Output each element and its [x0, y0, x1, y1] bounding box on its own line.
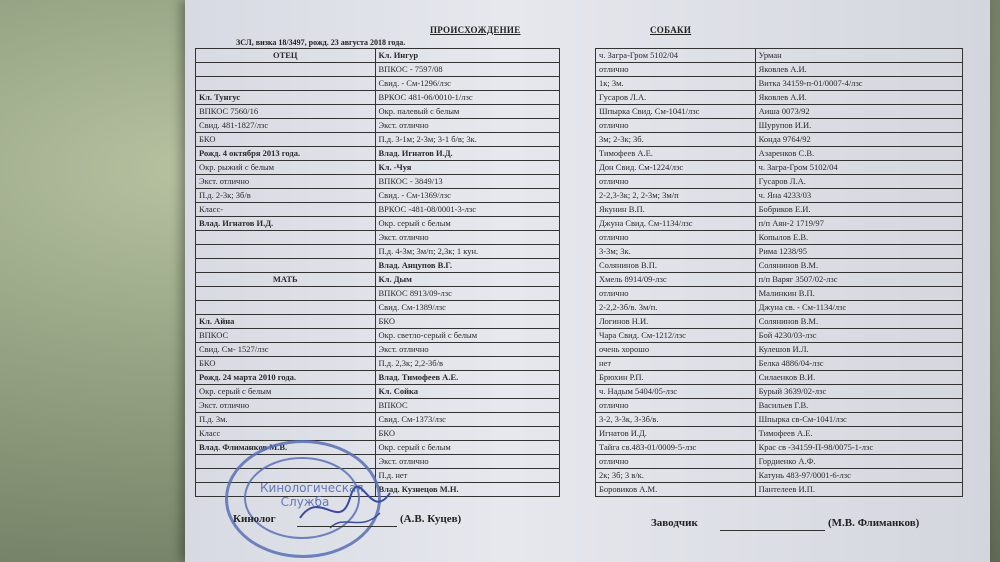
table-cell: БКО: [375, 427, 559, 441]
table-cell: Кл. Айна: [196, 315, 376, 329]
table-cell: ч. Яна 4233/03: [755, 189, 962, 203]
table-cell: П.д. 3м.: [196, 413, 376, 427]
table-cell: Влад. Флиманков М.В.: [196, 441, 376, 455]
table-row: [196, 133, 560, 147]
table-cell: Малинкин В.П.: [755, 287, 962, 301]
table-row: [196, 441, 560, 455]
table-cell: Свид. 481-1827/лзс: [196, 119, 376, 133]
table-row: [196, 203, 560, 217]
table-cell: Экст. отлично: [375, 231, 559, 245]
table-cell: Экст. отлично: [375, 119, 559, 133]
table-cell: Чара Свид. См-1212/лзс: [596, 329, 756, 343]
table-cell: ч. Надым 5404/05-лзс: [596, 385, 756, 399]
table-row: [596, 413, 963, 427]
pedigree-document: [185, 0, 990, 562]
table-row: [596, 469, 963, 483]
table-cell: Свид. - См-1369/лзс: [375, 189, 559, 203]
table-row: [596, 105, 963, 119]
table-row: [596, 273, 963, 287]
table-cell: Азаренков С.В.: [755, 147, 962, 161]
table-row: [596, 217, 963, 231]
table-cell: Белка 4886/04-лзс: [755, 357, 962, 371]
table-cell: ВПКОС 8913/09-лзс: [375, 287, 559, 301]
table-cell: [196, 77, 376, 91]
table-cell: Экст. отлично: [196, 399, 376, 413]
table-row: [196, 315, 560, 329]
table-cell: Логинов Н.И.: [596, 315, 756, 329]
table-cell: Окр. светло-серый с белым: [375, 329, 559, 343]
table-cell: Бурый 3639/02-лзс: [755, 385, 962, 399]
table-cell: Окр. палевый с белым: [375, 105, 559, 119]
table-cell: 2к; 3б; 3 в/к.: [596, 469, 756, 483]
table-row: [596, 189, 963, 203]
table-cell: Свид. - См-1296/лзс: [375, 77, 559, 91]
table-cell: БКО: [196, 357, 376, 371]
table-cell: ч. Загра-Гром 5102/04: [755, 161, 962, 175]
table-cell: Крас св -34159-П-98/0075-1-лзс: [755, 441, 962, 455]
table-row: [196, 343, 560, 357]
table-cell: Якунин В.П.: [596, 203, 756, 217]
stamp-line-2: Служба: [280, 495, 330, 509]
stamp-line-1: Кинологическая: [260, 481, 364, 495]
table-cell: Экст. отлично: [375, 455, 559, 469]
table-cell: ВПКОС 7560/16: [196, 105, 376, 119]
table-cell: Кл. Дым: [375, 273, 559, 287]
table-cell: ВПКОС: [375, 399, 559, 413]
table-cell: Влад. Кузнецов М.Н.: [375, 483, 559, 497]
table-cell: Аиша 0073/92: [755, 105, 962, 119]
table-cell: Витка 34159-п-01/0007-4/лзс: [755, 77, 962, 91]
table-cell: Катунь 483-97/0001-6-лзс: [755, 469, 962, 483]
table-cell: [196, 259, 376, 273]
table-cell: ВПКОС - 7597/08: [375, 63, 559, 77]
table-cell: П.д. 2-3к; 3б/в: [196, 189, 376, 203]
table-cell: Свид. См- 1527/лзс: [196, 343, 376, 357]
breeder-name: (М.В. Флиманков): [828, 517, 920, 529]
table-cell: Окр. серый с белым: [375, 217, 559, 231]
title-origin: ПРОИСХОЖДЕНИЕ: [430, 25, 521, 35]
table-cell: Яковлев А.И.: [755, 91, 962, 105]
table-row: [596, 315, 963, 329]
table-row: [196, 427, 560, 441]
table-cell: [196, 245, 376, 259]
table-row: [596, 133, 963, 147]
table-row: [196, 63, 560, 77]
table-row: [596, 161, 963, 175]
table-cell: [196, 287, 376, 301]
table-cell: Класс: [196, 427, 376, 441]
table-cell: Игнатов И.Д.: [596, 427, 756, 441]
table-row: [596, 287, 963, 301]
table-row: [596, 63, 963, 77]
table-cell: отлично: [596, 287, 756, 301]
table-cell: Дон Свид. См-1224/лзс: [596, 161, 756, 175]
table-row: [596, 49, 963, 63]
table-cell: отлично: [596, 119, 756, 133]
table-row: [596, 329, 963, 343]
table-cell: Силаенков В.И.: [755, 371, 962, 385]
table-cell: ВПКОС: [196, 329, 376, 343]
table-cell: отлично: [596, 175, 756, 189]
table-cell: Влад. Тимофеев А.Е.: [375, 371, 559, 385]
table-row: [196, 175, 560, 189]
table-row: [596, 427, 963, 441]
table-row: [196, 413, 560, 427]
table-cell: Кл. Тунгус: [196, 91, 376, 105]
table-row: [596, 203, 963, 217]
table-cell: 3-3м; 3к.: [596, 245, 756, 259]
table-cell: ВРКОС 481-06/0010-1/лзс: [375, 91, 559, 105]
table-cell: Окр. серый с белым: [375, 441, 559, 455]
table-cell: БКО: [196, 133, 376, 147]
table-cell: отлично: [596, 455, 756, 469]
table-cell: Тимофеев А.Е.: [596, 147, 756, 161]
table-cell: Джуна Свид. См-1134/лзс: [596, 217, 756, 231]
table-cell: 3-2, 3-3к, 3-3б/в.: [596, 413, 756, 427]
table-row: [196, 49, 560, 63]
table-cell: отлично: [596, 231, 756, 245]
table-cell: Солянинов В.М.: [755, 315, 962, 329]
table-cell: 2-2,2-3б/в. 3м/п.: [596, 301, 756, 315]
table-row: [196, 77, 560, 91]
table-cell: 2-2,3-3к; 2, 2-3м; 3м/п: [596, 189, 756, 203]
table-cell: Бой 4230/03-лзс: [755, 329, 962, 343]
table-cell: Джуна св. - См-1134/лзс: [755, 301, 962, 315]
table-row: [596, 441, 963, 455]
table-row: [596, 301, 963, 315]
table-row: [196, 161, 560, 175]
table-cell: [196, 231, 376, 245]
table-row: [196, 91, 560, 105]
table-cell: Кулешов И.Л.: [755, 343, 962, 357]
table-cell: П.д. 3-1м; 2-3м; 3-1 б/в; 3к.: [375, 133, 559, 147]
table-cell: Гусаров Л.А.: [755, 175, 962, 189]
table-row: [596, 77, 963, 91]
table-row: [596, 175, 963, 189]
table-cell: Хмель 8914/09-лзс: [596, 273, 756, 287]
table-cell: ч. Загра-Гром 5102/04: [596, 49, 756, 63]
table-cell: п/п Аян-2 1719/97: [755, 217, 962, 231]
table-row: [596, 483, 963, 497]
table-cell: Боровиков А.М.: [596, 483, 756, 497]
table-row: [196, 259, 560, 273]
table-cell: Окр. рыжий с белым: [196, 161, 376, 175]
breeder-label: Заводчик: [651, 517, 698, 529]
table-cell: П.д. 2,3к; 2,2-3б/в: [375, 357, 559, 371]
table-row: [596, 399, 963, 413]
table-cell: 1к; 3м.: [596, 77, 756, 91]
table-cell: Тайга св.483-01/0009-5-лзс: [596, 441, 756, 455]
table-row: [596, 259, 963, 273]
table-cell: Влад. Анцупов В.Г.: [375, 259, 559, 273]
table-cell: Копылов Е.В.: [755, 231, 962, 245]
table-row: [596, 119, 963, 133]
table-row: [196, 385, 560, 399]
kinolog-label: Кинолог: [233, 513, 276, 525]
table-cell: Бобриков Е.И.: [755, 203, 962, 217]
ancestors-table: [595, 48, 963, 497]
table-row: [196, 301, 560, 315]
table-cell: БКО: [375, 315, 559, 329]
table-cell: Солянинов В.П.: [596, 259, 756, 273]
table-cell: Кл. -Чуя: [375, 161, 559, 175]
table-cell: П.д. нет: [375, 469, 559, 483]
table-cell: Окр. серый с белым: [196, 385, 376, 399]
table-cell: Экст. отлично: [375, 343, 559, 357]
table-cell: Васильев Г.В.: [755, 399, 962, 413]
table-cell: Кл. Сойка: [375, 385, 559, 399]
table-cell: ОТЕЦ: [196, 49, 376, 63]
table-row: [596, 91, 963, 105]
table-cell: Конда 9764/92: [755, 133, 962, 147]
table-cell: Экст. отлично: [196, 175, 376, 189]
table-cell: нет: [596, 357, 756, 371]
table-row: [596, 455, 963, 469]
title-dog: СОБАКИ: [650, 25, 692, 35]
table-cell: Солянинов В.М.: [755, 259, 962, 273]
kinolog-name: (А.В. Куцев): [400, 513, 462, 525]
table-cell: Рима 1238/95: [755, 245, 962, 259]
table-row: [196, 357, 560, 371]
table-row: [196, 245, 560, 259]
table-cell: [196, 63, 376, 77]
table-cell: Брюхин Р.П.: [596, 371, 756, 385]
dog-subtitle: ЗСЛ, визка 18/3497, рожд. 23 августа 2018 года.: [236, 38, 406, 47]
table-cell: Гусаров Л.А.: [596, 91, 756, 105]
table-cell: 3м; 2-3к; 3б.: [596, 133, 756, 147]
table-row: [196, 399, 560, 413]
table-cell: Шпырка св-См-1041/лзс: [755, 413, 962, 427]
table-row: [196, 189, 560, 203]
table-cell: ВПКОС - 3849/13: [375, 175, 559, 189]
table-cell: отлично: [596, 63, 756, 77]
table-cell: Урман: [755, 49, 962, 63]
table-cell: Тимофеев А.Е.: [755, 427, 962, 441]
table-row: [196, 105, 560, 119]
table-row: [596, 343, 963, 357]
table-cell: Влад. Игнатов И.Д.: [375, 147, 559, 161]
table-row: [596, 245, 963, 259]
table-cell: Рожд. 4 октября 2013 года.: [196, 147, 376, 161]
table-cell: Пантелеев И.П.: [755, 483, 962, 497]
table-row: [596, 231, 963, 245]
table-cell: п/п Варяг 3507/02-лзс: [755, 273, 962, 287]
table-row: [196, 273, 560, 287]
table-cell: ВРКОС -481-08/0001-3-лзс: [375, 203, 559, 217]
table-cell: МАТЬ: [196, 273, 376, 287]
table-row: [196, 287, 560, 301]
table-row: [596, 385, 963, 399]
table-row: [196, 119, 560, 133]
table-cell: отлично: [596, 399, 756, 413]
table-cell: Класс-: [196, 203, 376, 217]
table-row: [196, 231, 560, 245]
table-row: [196, 371, 560, 385]
table-row: [196, 329, 560, 343]
parents-table: [195, 48, 560, 497]
table-cell: [196, 301, 376, 315]
table-row: [596, 371, 963, 385]
table-row: [596, 147, 963, 161]
table-row: [196, 147, 560, 161]
table-cell: Рожд. 24 марта 2010 года.: [196, 371, 376, 385]
table-cell: Шурупов И.И.: [755, 119, 962, 133]
table-row: [596, 357, 963, 371]
table-cell: Яковлев А.И.: [755, 63, 962, 77]
kinolog-signature: [290, 478, 400, 538]
table-row: [196, 217, 560, 231]
table-cell: Кл. Ингур: [375, 49, 559, 63]
table-cell: Свид. См-1373/лзс: [375, 413, 559, 427]
table-cell: Влад. Игнатов И.Д.: [196, 217, 376, 231]
table-cell: Шпырка Свид. См-1041/лзс: [596, 105, 756, 119]
table-cell: Свид. См-1389/лзс: [375, 301, 559, 315]
table-cell: П.д. 4-3м; 3м/п; 2,3к; 1 кун.: [375, 245, 559, 259]
table-cell: очень хорошо: [596, 343, 756, 357]
table-cell: Гордиенко А.Ф.: [755, 455, 962, 469]
